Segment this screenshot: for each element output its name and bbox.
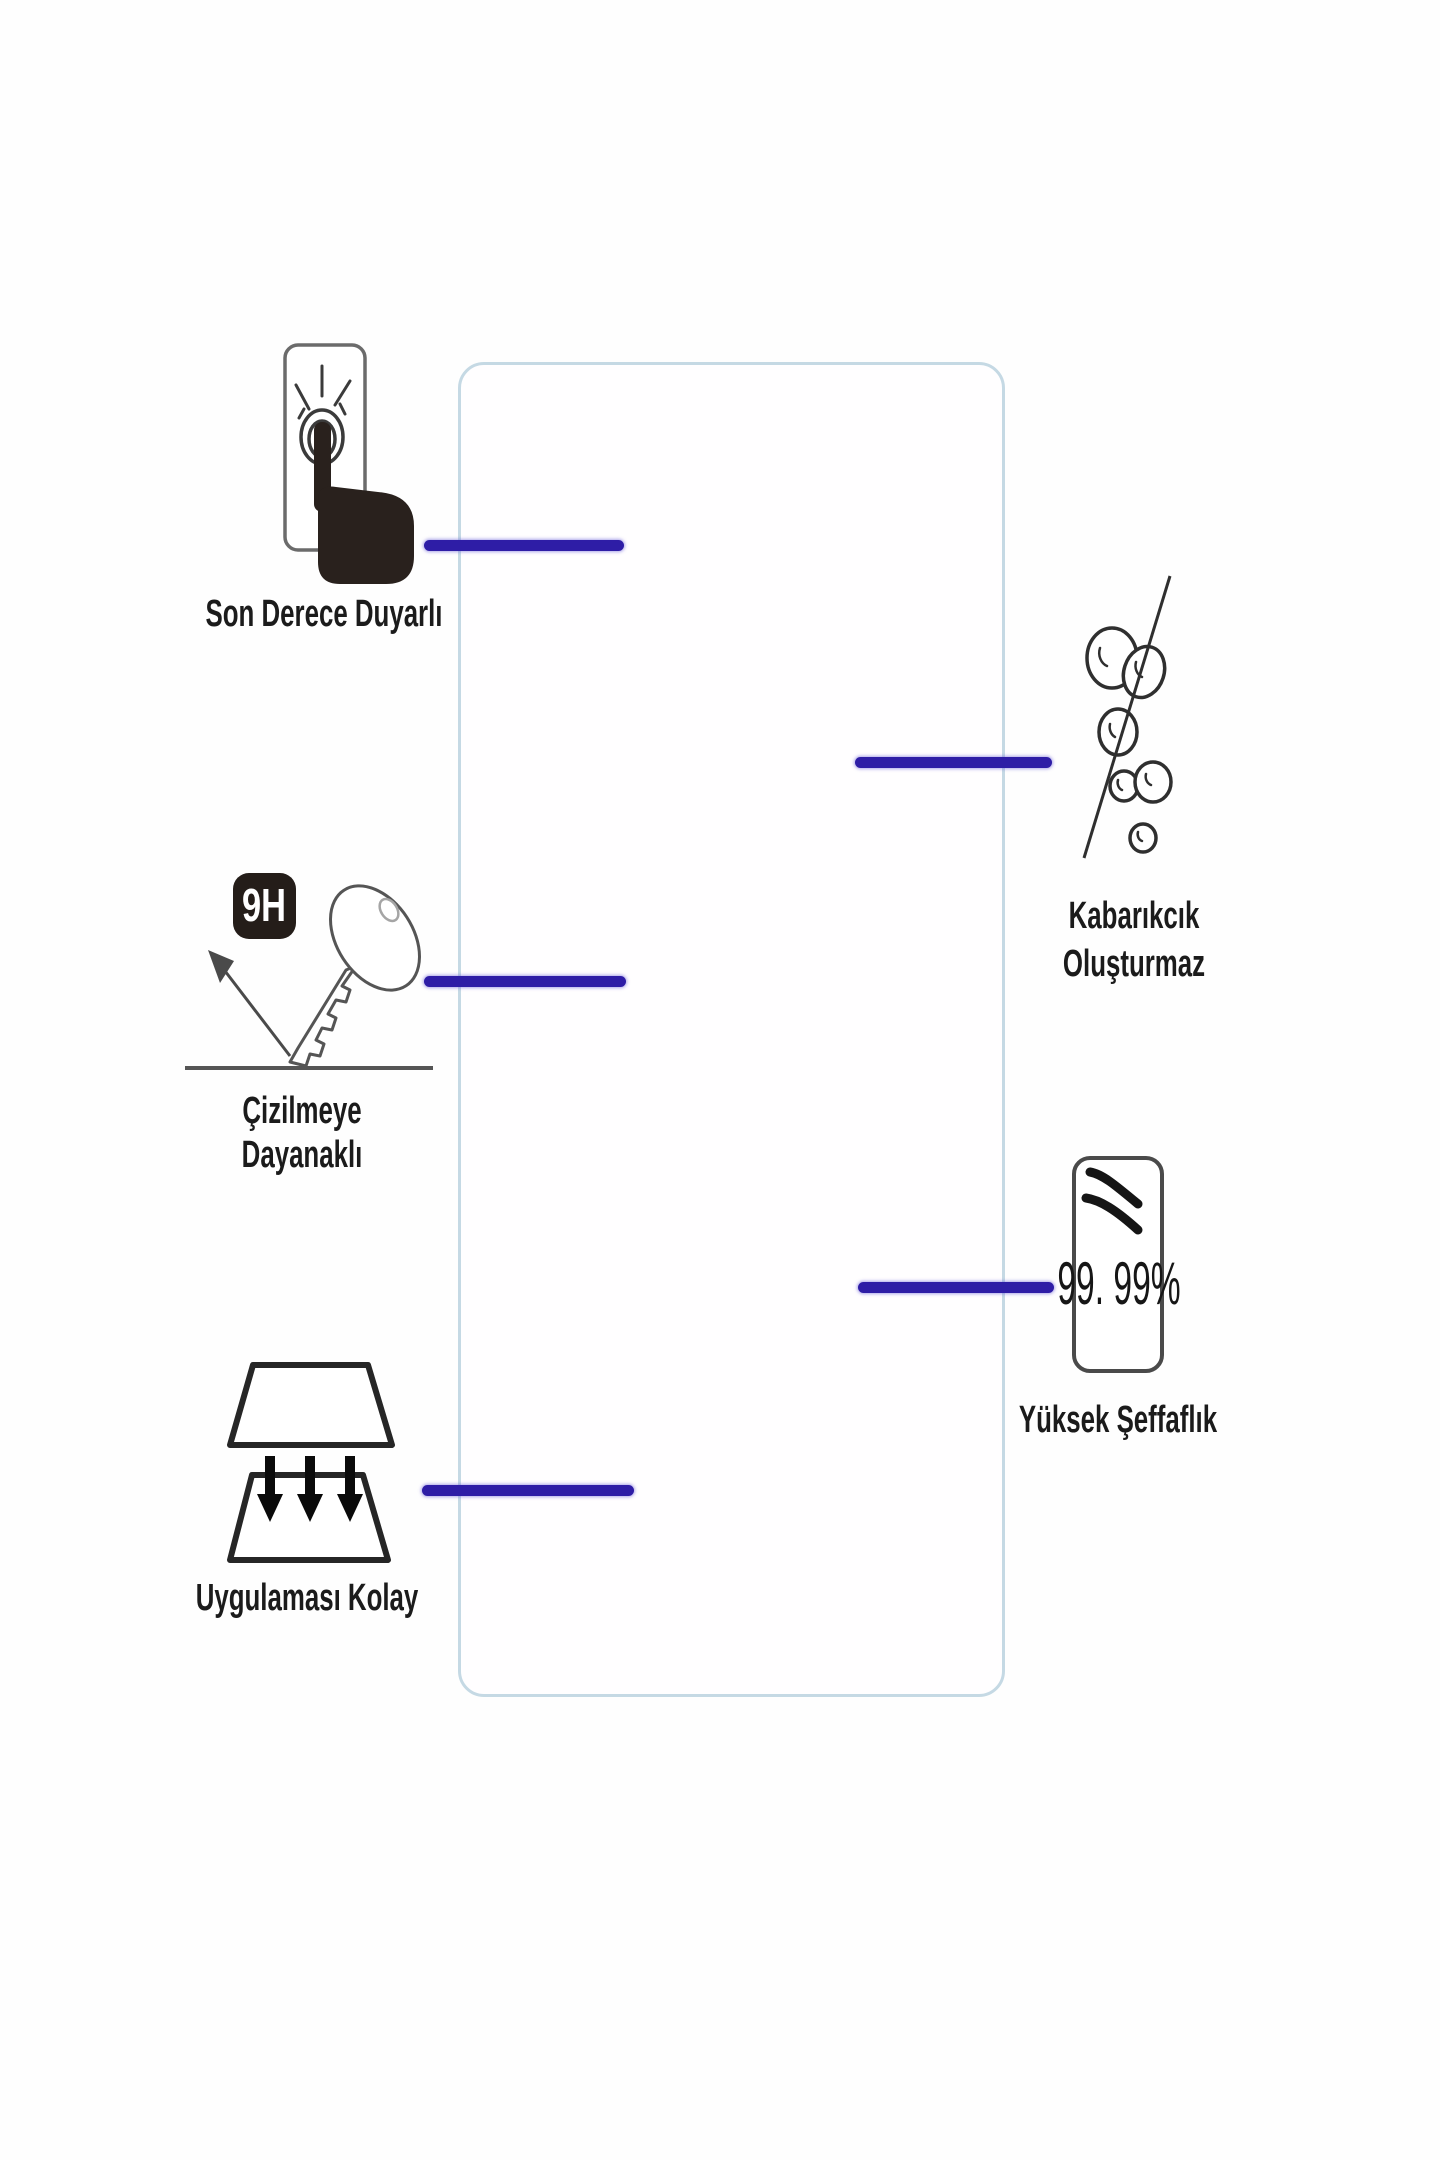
hardness-9h-badge xyxy=(233,873,296,939)
strike-line xyxy=(1084,576,1170,858)
feature-label-transparency: Yüksek Şeffaflık xyxy=(1018,1399,1218,1441)
feature-label-touch: Son Derece Duyarlı xyxy=(205,593,443,635)
protector-layers-icon xyxy=(212,1352,407,1567)
feature-label-scratch: Çizilmeye Dayanaklı xyxy=(241,1090,363,1176)
feature-label-bubbles: Kabarıkcık Oluşturmaz xyxy=(1062,895,1206,985)
key-shape xyxy=(290,869,438,1066)
badge-9h-text: 9H xyxy=(242,879,286,931)
screen-protector-outline xyxy=(458,362,1005,1697)
bounce-arrow xyxy=(208,950,290,1056)
top-layer xyxy=(230,1365,392,1445)
finger-touch-icon xyxy=(268,338,432,594)
connector-line-apply xyxy=(422,1485,634,1496)
transparency-value: 99. 99% xyxy=(1057,1250,1181,1317)
feature-label-apply: Uygulaması Kolay xyxy=(195,1577,419,1619)
bubbles xyxy=(1087,628,1171,852)
transparency-icon xyxy=(1057,1156,1181,1373)
no-bubbles-icon xyxy=(1040,560,1200,870)
connector-line-bubbles xyxy=(855,757,1052,768)
connector-line-touch xyxy=(424,540,624,551)
connector-line-transparency xyxy=(858,1282,1054,1293)
key-scratch-test-icon xyxy=(130,858,475,1093)
apply-arrows xyxy=(257,1456,363,1522)
shine-strokes xyxy=(1076,1160,1160,1252)
